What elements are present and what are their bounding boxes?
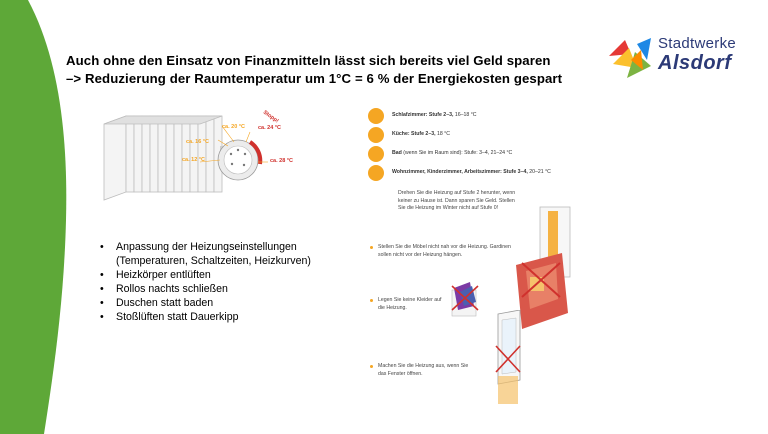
level-item-bad (368, 146, 563, 165)
level-item-wohnzimmer (368, 165, 563, 184)
level-room: Schlafzimmer: Stufe 2–3, (392, 112, 454, 118)
logo-line-2: Alsdorf (658, 52, 732, 74)
logo-line-1: Stadtwerke (658, 35, 737, 52)
bullet-item: • Anpassung der Heizungseinstellungen (Temperaturen, Schaltzeiten, Heizkurven) (92, 240, 352, 268)
tip-stufe-2: Drehen Sie die Heizung auf Stufe 2 herunter, wenn keiner zu Hause ist. Dann sparen Sie Geld. Stellen Sie die Heizung im Winter nicht auf Stufe 0! (398, 190, 516, 211)
level-item-schlafzimmer (368, 108, 563, 127)
radiator-label-28: ca. 28 °C (270, 158, 293, 164)
level-temp: 20–21 °C (527, 169, 551, 175)
slide-title (66, 52, 606, 88)
radiator-label-12: ca. 12 °C (182, 157, 205, 163)
bullet-dot-icon (370, 246, 373, 249)
radiator-label-16: ca. 16 °C (186, 139, 209, 145)
title-line-1: Auch ohne den Einsatz von Finanzmitteln lässt sich bereits viel Geld sparen (66, 53, 551, 68)
title-line-2: –> Reduzierung der Raumtemperatur um 1°C = 6 % der Energiekosten gespart (66, 71, 563, 86)
radiator-label-20: ca. 20 °C (222, 124, 245, 130)
level-item-kueche (368, 127, 563, 146)
logo-wordmark (658, 36, 736, 74)
level-temp: 18 °C (435, 131, 451, 137)
level-room: Bad (392, 150, 402, 156)
open-window-illustration (492, 310, 524, 408)
room-level-list (368, 108, 563, 184)
tip-moebel: Stellen Sie die Möbel nicht nah vor die Heizung. Gardinen sollen nicht vor der Heizung hängen. (378, 244, 511, 258)
tips-bullet-list (92, 240, 352, 324)
bullet-dot-icon (370, 299, 373, 302)
level-room: Wohnzimmer, Kinderzimmer, Arbeitszimmer: Stufe 3–4, (392, 169, 528, 175)
tip-kleider: Legen Sie keine Kleider auf die Heizung. (378, 297, 442, 311)
level-temp: 16–18 °C (453, 112, 477, 118)
sofa-icon (368, 165, 384, 181)
bed-icon (368, 108, 384, 124)
bullet-item: • Duschen statt baden (92, 296, 352, 310)
radiator-label-24: ca. 24 °C (258, 125, 281, 131)
bullet-item: • Heizkörper entlüften (92, 268, 352, 282)
bullet-item: • Stoßlüften statt Dauerkipp (92, 310, 352, 324)
bath-icon (368, 146, 384, 162)
tip-fenster: Machen Sie die Heizung aus, wenn Sie das Fenster öffnen. (378, 363, 469, 377)
level-temp: (wenn Sie im Raum sind): Stufe: 3–4, 21–24 °C (401, 150, 513, 156)
bullet-dot-icon (370, 365, 373, 368)
clothes-radiator-illustration (448, 280, 484, 320)
bullet-item: • Rollos nachts schließen (92, 282, 352, 296)
kitchen-icon (368, 127, 384, 143)
level-room: Küche: Stufe 2–3, (392, 131, 436, 137)
radiator-label-stop: Stopp! (261, 109, 280, 125)
